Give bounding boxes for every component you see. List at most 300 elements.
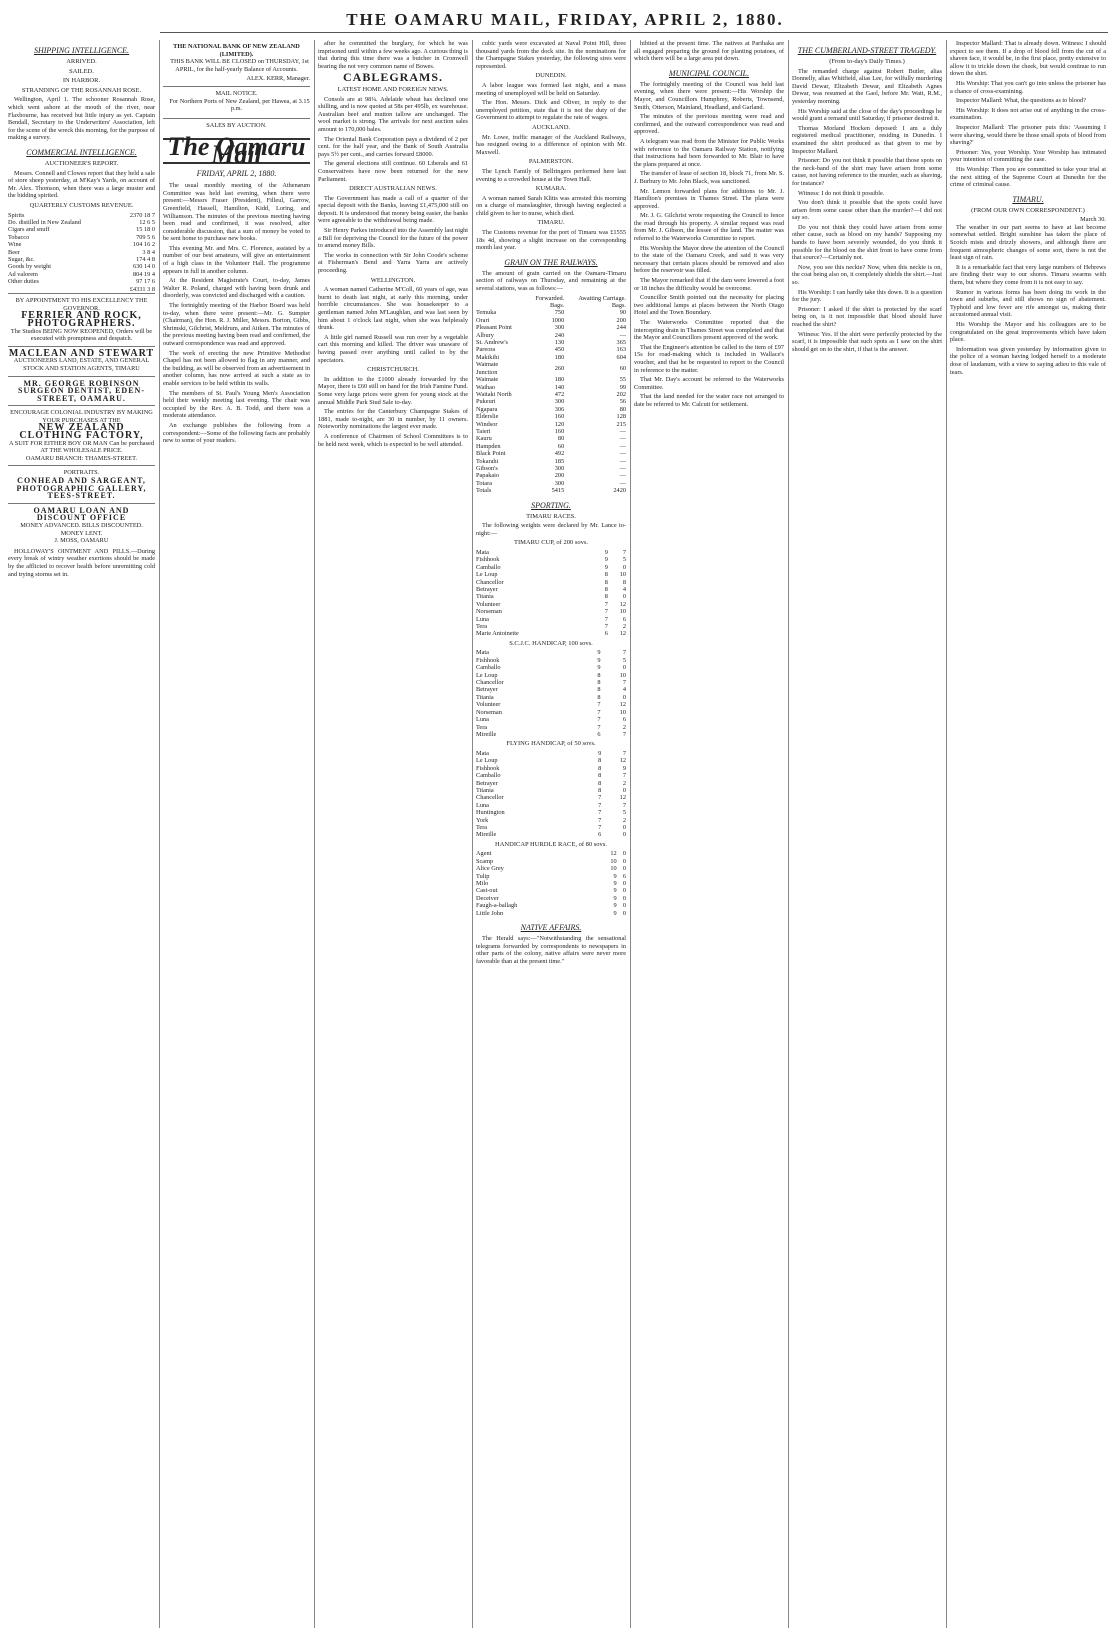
table-label: Mata — [476, 749, 489, 757]
table-value: — — [619, 479, 626, 487]
cup-table — [476, 549, 626, 638]
race-row — [476, 817, 626, 824]
timaru-corr-text-4: His Worship the Mayor and his colleagues are to be congratulated on the great improvements which have taken place. — [950, 321, 1106, 344]
table-value: 300 — [554, 324, 565, 332]
table-label: Mireille — [476, 831, 497, 839]
customs-row — [8, 271, 155, 278]
municipal-text-7: His Worship the Mayor drew the attention of the Council to the state of the Oamaru Creek, and said it was very necessary that certain places should be removed and also before the reservoir was filled. — [634, 244, 784, 275]
race-row — [476, 608, 626, 615]
mail-notice — [163, 86, 310, 118]
table-label: Elderslie — [476, 413, 499, 421]
table-value: 750 — [554, 309, 565, 317]
race-row — [476, 694, 626, 701]
table-value: 6 — [622, 872, 626, 880]
table-value: 180 — [554, 376, 565, 384]
table-value: 8 — [597, 679, 601, 687]
table-value: 9 — [613, 880, 617, 887]
table-value: 9 — [597, 656, 601, 664]
cumberland-text-6: You don't think it possible that the spots could have arisen from some cause other than the murder?—I did not say so. — [792, 199, 942, 222]
table-label: Scamp — [476, 857, 494, 865]
table-label: Fishhook — [476, 556, 500, 564]
race-row — [476, 787, 626, 794]
table-value: — — [619, 442, 626, 450]
flying-heading: FLYING HANDICAP, of 50 sovs. — [506, 740, 596, 748]
cablegrams-heading: CABLEGRAMS. — [342, 70, 443, 85]
race-row — [476, 549, 626, 556]
race-row — [476, 701, 626, 708]
table-value: 10 — [610, 857, 617, 865]
table-value: 200 — [554, 472, 565, 480]
table-label: Pareora — [476, 346, 496, 354]
table-value: 244 — [616, 324, 626, 332]
table-label: Tera — [476, 823, 488, 831]
ad-appointment — [8, 293, 155, 346]
column-rule-d — [630, 40, 631, 1628]
ad-robinson-title: MR. GEORGE ROBINSON SURGEON DENTIST, EDEN-STREET, OAMARU. — [18, 378, 145, 403]
table-value: 6 — [598, 831, 602, 839]
table-label: Temuka — [476, 309, 497, 317]
table-value: 99 — [619, 383, 626, 391]
table-value: 202 — [616, 390, 626, 398]
table-value: 0 — [622, 850, 626, 858]
wellington-heading: WELLINGTON. — [370, 276, 416, 284]
race-row — [476, 571, 626, 578]
leader-4: The fortnightly meeting of the Harbor Board was held to-day, when there were present:—Mr. G. Sumpter (Chairman), the Hon. R. J. Miller, Messrs. Borton, Gibbs, Shrimski, Gilchrist, Meldrum, and Aitken. The minutes of the previous meeting having been read and confirmed, the outward correspondence was read and approved. — [163, 302, 310, 347]
grain-row — [476, 398, 626, 405]
dunedin-text-2: The Hon. Messrs. Dick and Oliver, in reply to the unemployed petition, state that it is not the duty of the Government to attempt to regulate the rate of wages. — [476, 99, 626, 122]
cumberland-text-11: Witness: Yes. If the shirt were perfectly protected by the scarf, it is impossible that such spots as I saw on the shirt should get on to the shirt, if that is the answer. — [792, 330, 942, 353]
mail-notice-title: MAIL NOTICE. — [215, 89, 258, 97]
in-harbor-heading: IN HARBOR. — [62, 77, 101, 85]
sailed-heading: SAILED. — [69, 67, 94, 75]
christchurch-text-2: The entries for the Canterbury Champagne Stakes of 1881, made to-night, are 30 in number, by 11 owners. Noteworthy nominations the largest ever made. — [318, 408, 468, 431]
table-label: York — [476, 816, 489, 824]
table-label: Volunteer — [476, 600, 501, 608]
table-value: 185 — [554, 457, 565, 465]
burglary-text: after he committed the burglary, for which he was imprisoned until within a few weeks ago. A curious thing is that during this time there was a butcher in Cromwell bearing the not very common name of Bowes. — [318, 40, 468, 70]
table-label: Orari — [476, 316, 490, 324]
table-label: Mata — [476, 649, 489, 657]
ad-clothing — [8, 405, 155, 465]
table-value: 8 — [622, 578, 626, 586]
customs-value: 97 17 6 — [136, 278, 155, 286]
table-label: Tokarahi — [476, 457, 499, 465]
table-value: 140 — [554, 383, 565, 391]
table-label: Mireille — [476, 730, 497, 738]
table-value: 120 — [554, 420, 565, 428]
ad-maclean — [8, 346, 155, 376]
grain-row — [476, 406, 626, 413]
table-value: 240 — [554, 331, 565, 339]
table-label: Le Loup — [476, 671, 498, 679]
customs-label: Sugar, &c. — [8, 255, 35, 263]
australian-heading: DIRECT AUSTRALIAN NEWS. — [349, 185, 437, 193]
customs-label: Beer — [8, 248, 20, 256]
table-value: 7 — [622, 801, 626, 809]
customs-value: 709 5 6 — [136, 233, 155, 241]
race-row — [476, 865, 626, 872]
table-label: Alice Grey — [476, 865, 504, 873]
table-label: Tulip — [476, 872, 490, 880]
table-label: Camballo — [476, 664, 501, 672]
race-row — [476, 765, 626, 772]
grain-total: 5415 — [551, 487, 565, 495]
table-value: 12 — [619, 794, 626, 802]
ad-ferrier-text: The Studios BEING NOW REOPENED, Orders will be executed with promptness and despatch. — [10, 327, 153, 343]
table-value: 8 — [598, 757, 602, 765]
table-label: Waimate Junction — [476, 361, 499, 376]
table-value: 6 — [604, 630, 608, 638]
hurdle-table — [476, 850, 626, 917]
grain-row — [476, 317, 626, 324]
bank-title: THE NATIONAL BANK OF NEW ZEALAND (LIMITED). — [173, 43, 300, 58]
dock-text: cubic yards were excavated at Naval Point Hill, three thousand yards from the dock site. In the nominations for the Champagne Stakes yesterday, the following sires were represented. — [476, 40, 626, 70]
timaru-corr-text-2: It is a remarkable fact that very large numbers of Hebrews are finding their way to our shores. Timaru swarms with them, but where they come from it is not easy to say. — [950, 263, 1106, 287]
table-value: 0 — [622, 857, 626, 865]
cable-text-3: The general elections still continue. 60 Liberals and 61 Conservatives have now been returned for the new Parliament. — [318, 160, 468, 183]
table-value: 12 — [619, 630, 626, 638]
table-value: 8 — [604, 571, 608, 579]
table-value: 9 — [613, 902, 617, 910]
table-label: Little John — [476, 909, 504, 917]
table-value: 8 — [598, 786, 602, 794]
municipal-text-11: That the Engineer's attention be called to the item of £97 15s for road-making which is included in Wallace's voucher, and that he be requested to report to the Council in reference to the matter. — [634, 343, 784, 374]
customs-row — [8, 241, 155, 248]
customs-value: 3 8 4 — [142, 248, 155, 256]
table-value: 0 — [622, 664, 626, 672]
municipal-text-6: Mr. J. G. Gilchrist wrote requesting the Council to fence the road through his property. A similar request was read from Mr. J. Gibson, the lessee of the land. The matter was referred to the Waterworks Committee to report. — [634, 212, 784, 243]
leader-2: This evening Mr. and Mrs. C. Florence, assisted by a number of our best amateurs, will give an entertainment of a high class in the Volunteer Hall. The programme appears in full in another column. — [163, 244, 310, 275]
table-label: Betrayer — [476, 686, 498, 694]
column-rule-c — [472, 40, 473, 1628]
table-label: Waimate — [476, 376, 499, 384]
auction-text: Messrs. Connell and Clowes report that they held a sale of store sheep yesterday, at M'Kay's Yards, on account of Mr. Alex. Thomson, when there was a large muster and the bidding spirited. — [8, 169, 155, 200]
cumberland-text-9: His Worship: I can hardly take this down. It is a question for the jury. — [792, 288, 942, 304]
kumara-text: A woman named Sarah Klitts was arrested this morning on a charge of manslaughter, through having neglected a child given to her to nurse, which died. — [476, 194, 626, 217]
ad-conhead — [8, 465, 155, 502]
table-value: 0 — [622, 887, 626, 895]
race-row — [476, 794, 626, 801]
municipal-text-3: A telegram was read from the Minister for Public Works with reference to the Oamaru Railway Station, notifying that instructions had been forwarded to Mr. Blair to have the plans prepared at once. — [634, 137, 784, 168]
table-value: 55 — [619, 376, 626, 384]
cablegrams-subheading: LATEST HOME AND FOREIGN NEWS. — [337, 85, 449, 93]
table-value: 9 — [604, 563, 608, 571]
table-value: 7 — [622, 548, 626, 556]
table-label: Kauru — [476, 435, 492, 443]
table-label: Black Point — [476, 450, 506, 458]
column-a — [8, 40, 155, 1628]
ad-moss-text: J. MOSS, OAMARU — [54, 537, 109, 545]
race-row — [476, 564, 626, 571]
table-value: 12 — [619, 757, 626, 765]
customs-heading: QUARTERLY CUSTOMS REVENUE. — [29, 201, 134, 209]
customs-label: Other duties — [8, 278, 39, 286]
grain-intro: The amount of grain carried on the Oamaru-Timaru section of railways on Thursday, and remaining at the several stations, was as follows:— — [476, 269, 626, 293]
race-row — [476, 809, 626, 816]
palmerston-text: The Lynch Family of Bellringers performed here last evening to a crowded house at the Town Hall. — [476, 167, 626, 183]
race-row — [476, 724, 626, 731]
table-value: 8 — [598, 764, 602, 772]
commercial-heading: COMMERCIAL INTELLIGENCE. — [26, 147, 137, 157]
date-line: FRIDAY, APRIL 2, 1880. — [196, 168, 277, 178]
table-value: 7 — [622, 649, 626, 657]
municipal-heading: MUNICIPAL COUNCIL. — [668, 68, 750, 78]
table-value: — — [619, 457, 626, 465]
table-value: 8 — [597, 686, 601, 694]
table-value: 80 — [557, 435, 565, 443]
wellington-text-2: A little girl named Russell was run over by a vegetable cart this morning and killed. The driver was unaware of having passed over anything until called to by the spectators. — [318, 333, 468, 364]
customs-total: £4331 3 8 — [129, 285, 155, 293]
mallard-text-2: His Worship: That you can't go into unless the prisoner has a chance of cross-examining. — [950, 79, 1106, 95]
mallard-text-7: His Worship: Then you are committed to take your trial at the next sitting of the Supreme Court at Dunedin for the crime of criminal cause. — [950, 165, 1106, 189]
table-value: 7 — [598, 823, 602, 831]
column-d — [476, 40, 626, 1628]
native-heading: NATIVE AFFAIRS. — [520, 923, 582, 933]
table-value: 472 — [554, 390, 565, 398]
race-row — [476, 616, 626, 623]
sales-notice — [163, 118, 310, 133]
table-value: 90 — [619, 309, 626, 317]
kumara-heading: KUMARA. — [535, 185, 567, 193]
table-label: Ngapara — [476, 405, 498, 413]
cumberland-text-2: His Worship said at the close of the day's proceedings he would grant a remand until Saturday, if prisoner desired it. — [792, 107, 942, 123]
ad-conhead-title: CONHEAD AND SARGEANT, PHOTOGRAPHIC GALLERY, TEES-STREET. — [16, 476, 147, 501]
race-row — [476, 910, 626, 917]
sales-title: SALES BY AUCTION. — [206, 121, 267, 129]
grain-row — [476, 472, 626, 479]
australian-text-1: The Government has made a call of a quarter of the special deposit with the Banks, leaving £1,475,000 still on deposit. It is understood that money being easier, the banks were agreeable to the withdrawal being made. — [318, 194, 468, 225]
grain-header: Awaiting Carriage. Bags. — [578, 294, 626, 310]
ad-encourage-text: ENCOURAGE COLONIAL INDUSTRY BY MAKING YOUR PURCHASES AT THE — [10, 409, 153, 424]
race-row — [476, 802, 626, 809]
table-value: 9 — [597, 649, 601, 657]
table-value: 60 — [557, 442, 565, 450]
table-value: 1000 — [551, 316, 565, 324]
table-label: Tera — [476, 623, 488, 631]
race-row — [476, 850, 626, 857]
table-value: 5 — [622, 556, 626, 564]
table-label: Le Loup — [476, 571, 498, 579]
table-value: 56 — [619, 398, 626, 406]
mallard-text-3: Inspector Mallard: What, the questions as to blood? — [956, 97, 1086, 105]
table-value: 0 — [622, 865, 626, 873]
race-row — [476, 579, 626, 586]
table-value: 10 — [610, 865, 617, 873]
grain-row — [476, 435, 626, 442]
table-label: Norseman — [476, 608, 502, 616]
palmerston-heading: PALMERSTON. — [528, 158, 574, 166]
table-value: 6 — [622, 615, 626, 623]
ad-ferrier-title: FERRIER AND ROCK, PHOTOGRAPHERS. — [21, 310, 142, 329]
table-label: Pukeuri — [476, 398, 496, 406]
column-rule-e — [788, 40, 789, 1628]
wellington-text-1: A woman named Catherine M'Coll, 60 years of age, was burnt to death last night, at early this morning, under horrible circumstances. She was housekeeper to a gentleman named John M'Laughlan, and was last seen by him about 1 o'clock last night, when she was helplessly drunk. — [318, 286, 468, 332]
table-value: 12 — [619, 701, 626, 709]
table-value: 0 — [622, 693, 626, 701]
grain-total: 2420 — [613, 487, 626, 495]
table-value: 8 — [604, 593, 608, 601]
municipal-text-9: Councillor Smith pointed out the necessity for placing two additional lamps at places between the North Otago Hotel and the Town Boundary. — [634, 294, 784, 317]
ad-maclean-title: MACLEAN AND STEWART — [8, 347, 155, 359]
table-value: 2 — [622, 779, 626, 787]
table-value: 7 — [604, 600, 608, 608]
ad-robinson — [8, 376, 155, 406]
municipal-text-4: The transfer of lease of section 18, block 71, from Mr. S. J. Burbury to Mr. John Black, was sanctioned. — [634, 170, 784, 185]
table-value: 10 — [619, 671, 626, 679]
table-value: 9 — [613, 887, 617, 895]
timaru-corr-text-1: The weather in our part seems to have at last become somewhat settled. Bright sunshine has taken the place of Scotch mists and drizzly showers, and although there are frequent atmospheric changes of some sort, there is not the least sign of rain. — [950, 223, 1106, 262]
race-row — [476, 664, 626, 671]
table-label: Albury — [476, 331, 494, 339]
customs-label: Do. distilled in New Zealand — [8, 218, 81, 226]
ad-loan — [8, 503, 155, 548]
customs-value: 630 14 0 — [132, 263, 155, 271]
grain-header — [476, 295, 520, 310]
table-label: Hampden — [476, 442, 501, 450]
table-value: 7 — [598, 801, 602, 809]
stranding-heading: STRANDING OF THE ROSANNAH ROSE. — [21, 86, 142, 94]
scjc-heading: S.C.J.C. HANDICAP, 100 sovs. — [509, 639, 593, 647]
table-value: 0 — [622, 880, 626, 887]
races-intro: The following weights were declared by Mr. Lance to-night:— — [476, 522, 626, 537]
table-label: Camballo — [476, 563, 501, 571]
table-label: Windsor — [476, 420, 498, 428]
table-value: 0 — [622, 786, 626, 794]
column-e — [634, 40, 784, 1628]
table-value: — — [619, 464, 626, 472]
customs-value: 2370 18 7 — [129, 211, 155, 219]
customs-label: Goods by weight — [8, 263, 52, 271]
table-label: Betrayer — [476, 586, 498, 593]
timaru-text: The Customs revenue for the port of Timaru was £1555 18s 4d, showing a slight increase on the corresponding month last year. — [476, 229, 626, 252]
race-row — [476, 731, 626, 738]
table-value: 4 — [622, 686, 626, 694]
table-value: 12 — [619, 600, 626, 608]
table-value: 130 — [554, 339, 565, 347]
table-value: 9 — [613, 909, 617, 917]
race-row — [476, 657, 626, 664]
grain-header: Forwarded. Bags. — [535, 294, 565, 310]
table-value: 260 — [554, 364, 565, 372]
dunedin-heading: DUNEDIN. — [535, 72, 567, 80]
table-value: — — [619, 331, 626, 339]
customs-value: 104 16 2 — [132, 241, 155, 249]
table-label: Papakaio — [476, 472, 500, 480]
grain-row — [476, 443, 626, 450]
races-heading: TIMARU RACES. — [526, 512, 576, 520]
table-value: 0 — [622, 902, 626, 910]
table-value: 5 — [622, 656, 626, 664]
grain-row — [476, 421, 626, 428]
customs-label: Ad valorem — [8, 270, 38, 278]
table-label: Betrayer — [476, 779, 498, 787]
table-value: 7 — [604, 623, 608, 631]
table-value: 7 — [597, 716, 601, 724]
municipal-text-8: The Mayor remarked that if the dam were lowered a foot or 18 inches the difficulty would be overcome. — [634, 277, 784, 292]
race-row — [476, 831, 626, 838]
race-row — [476, 686, 626, 693]
ad-bank — [163, 40, 310, 86]
hurdle-heading: HANDICAP HURDLE RACE, of 80 sovs. — [495, 840, 607, 848]
race-row — [476, 630, 626, 637]
table-label: Milo — [476, 880, 489, 887]
race-row — [476, 858, 626, 865]
customs-row — [8, 226, 155, 233]
table-value: 7 — [604, 608, 608, 616]
table-label: Deceiver — [476, 894, 499, 902]
ad-clothing-text: A SUIT FOR EITHER BOY OR MAN Can be purchased AT THE WHOLESALE PRICE. — [9, 439, 154, 455]
race-row — [476, 586, 626, 593]
table-value: 2 — [622, 723, 626, 731]
table-value: 7 — [598, 816, 602, 824]
bank-text: THIS BANK WILL BE CLOSED on THURSDAY, 1st APRIL, for the half-yearly Balance of Accounts. — [170, 58, 309, 73]
table-value: 60 — [619, 364, 626, 372]
table-value: 9 — [613, 894, 617, 902]
arrived-heading: ARRIVED. — [66, 58, 97, 65]
municipal-text-2: The minutes of the previous meeting were read and confirmed, and the outward correspondence was read and approved. — [634, 113, 784, 136]
table-value: 8 — [597, 671, 601, 679]
grain-row — [476, 324, 626, 331]
table-value: 2 — [622, 623, 626, 631]
grain-row — [476, 309, 626, 316]
masthead: THE OAMARU MAIL, FRIDAY, APRIL 2, 1880. — [346, 10, 784, 29]
table-value: 2 — [622, 816, 626, 824]
table-label: Luna — [476, 716, 489, 724]
timaru-corr-heading: TIMARU. — [1012, 194, 1044, 204]
grain-table — [476, 295, 626, 495]
table-value: 0 — [622, 909, 626, 917]
mallard-text-4: His Worship: It does not arise out of anything in the cross-examination. — [950, 106, 1106, 122]
mallard-text-5: Inspector Mallard: The prisoner puts this: 'Assuming I were shaving, would there be those small spots of blood from shaving?' — [950, 123, 1106, 147]
table-label: Gibson's — [476, 464, 498, 472]
table-label: Le Loup — [476, 757, 498, 765]
municipal-text-1: The fortnightly meeting of the Council was held last evening, when there were present:—His Worship the Mayor, and Councillors Humphrey, Roberts, Townsend, Smith, Otterson, Mainland, Headland, and Garland. — [634, 80, 784, 111]
table-label: Titania — [476, 786, 494, 794]
column-rule-b — [314, 40, 315, 1628]
melbourne-text: The works in connection with Sir John Coode's scheme at Fisherman's Bend and Yarra Yarra are actively proceeding. — [318, 251, 468, 275]
parihaka-text: hibited at the present time. The natives at Parihaka are all engaged preparing the ground for planting potatoes, of which there will be a large area put down. — [634, 40, 784, 63]
leader-1: The usual monthly meeting of the Athenæum Committee was held last evening, when there were present:—Messrs Fraser (President), Filleul, Garrow, Greenfield, Hassell, Hamilton, Kidd, Loring, and Williamson. The minutes of the previous meeting having been read and confirmed, it was resolved, after considerable discussion, that a sum of money be voted to be sent home to purchase new books. — [163, 182, 310, 243]
table-label: Faugh-a-ballagh — [476, 902, 518, 910]
table-value: 6 — [622, 716, 626, 724]
table-value: 300 — [554, 479, 565, 487]
column-f — [792, 40, 942, 1628]
timaru-corr-sub: (FROM OUR OWN CORRESPONDENT.) — [971, 206, 1085, 214]
table-value: 9 — [622, 764, 626, 772]
customs-table — [8, 212, 155, 286]
dunedin-text-1: A labor league was formed last night, and a mass meeting of unemployed will be held on Saturday. — [476, 81, 626, 97]
customs-value: 804 19 4 — [132, 270, 155, 278]
cable-text-2: The Oriental Bank Corporation pays a dividend of 2 per cent. for the half year, and the Bank of South Australia pays 5½ per cent., and carries forward £8000. — [318, 135, 468, 158]
table-value: 6 — [597, 730, 601, 738]
cumberland-text-3: Thomas Morland Hocken deposed: I am a duly registered medical practitioner, residing in Dunedin. I examined the shirt produced as that given to me by Inspector Mallard. — [792, 124, 942, 155]
ad-portraits-text: PORTRAITS. — [63, 469, 100, 477]
grain-total: Totals — [476, 487, 492, 495]
race-row — [476, 716, 626, 723]
scjc-table — [476, 649, 626, 738]
grain-row — [476, 361, 626, 376]
column-rule-f — [946, 40, 947, 1628]
table-value: 7 — [622, 679, 626, 687]
customs-row — [8, 234, 155, 241]
table-label: St. Andrew's — [476, 339, 508, 347]
christchurch-text-3: A conference of Chairmen of School Committees is to be held next week, which is expected to be well attended. — [318, 432, 468, 448]
table-value: 300 — [554, 464, 565, 472]
customs-label: Spirits — [8, 211, 25, 219]
table-label: Totara — [476, 479, 492, 487]
timaru-corr-text-5: Information was given yesterday by information given to the police of a woman having lodged herself to a moderate dose of laudanum, with a view to saying adieu to this vale of tears. — [950, 345, 1106, 376]
cumberland-text-7: Do you not think they could have arisen from some other cause, such as blood on my hands? Supposing my hands to have been severely wounded, do you think it possible for the blood on the shirt front to have come from that source?—Certainly not. — [792, 223, 942, 262]
